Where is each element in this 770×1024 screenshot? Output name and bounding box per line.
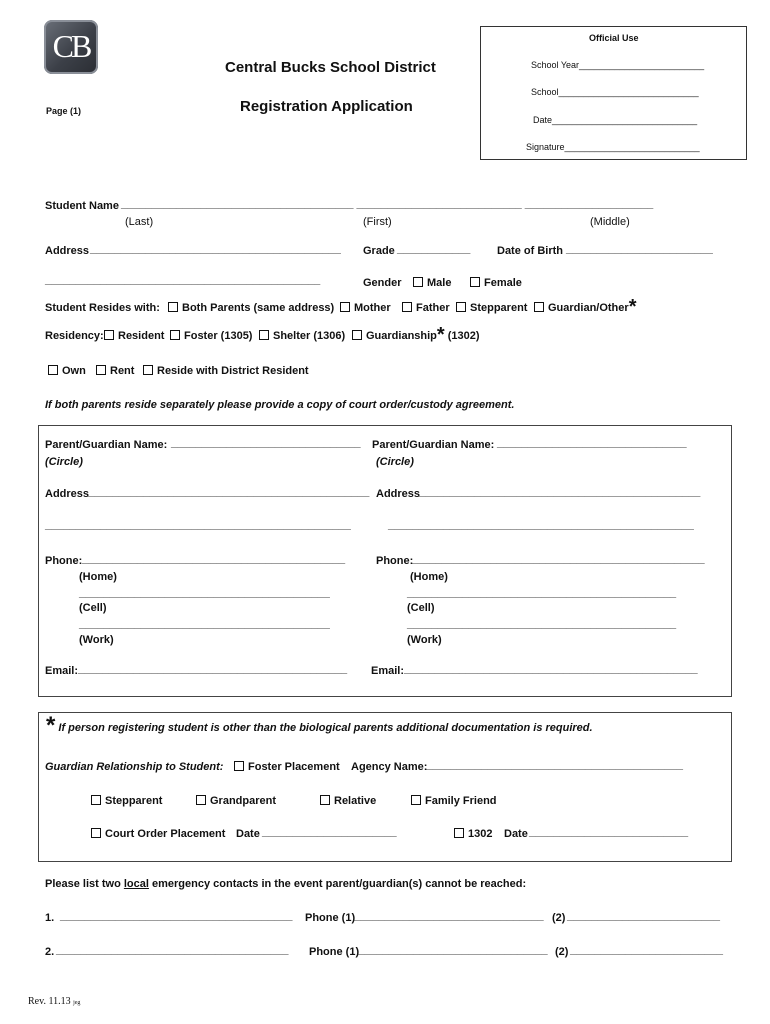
rent-option[interactable]: Rent	[96, 365, 134, 377]
page-number: Page (1)	[46, 106, 82, 116]
code-1302-date-field[interactable]: __________________________	[529, 826, 689, 838]
parent-address-2-field-left[interactable]: __________________________________________________	[45, 519, 351, 531]
official-date-field[interactable]: Date_____________________________	[533, 115, 698, 125]
official-use-box	[480, 26, 747, 160]
checkbox-icon	[48, 365, 58, 375]
relative-option[interactable]: Relative	[320, 795, 376, 807]
checkbox-icon	[352, 330, 362, 340]
address-line-2-field[interactable]: _____________________________________________	[45, 274, 321, 286]
court-date-field[interactable]: ______________________	[262, 826, 397, 838]
official-signature-field[interactable]: Signature___________________________	[526, 142, 700, 152]
dob-label: Date of Birth	[497, 245, 563, 257]
parent-name-field-right[interactable]: _______________________________	[497, 437, 687, 449]
grade-field[interactable]: ____________	[397, 243, 471, 255]
cell-phone-field-right[interactable]: ____________________________________________	[407, 587, 677, 599]
student-name-field[interactable]: ______________________________________ ___________________________ _____________________	[121, 198, 654, 210]
address-field[interactable]: _________________________________________	[90, 243, 341, 255]
checkbox-icon	[454, 828, 464, 838]
court-date-label: Date	[236, 828, 260, 840]
logo-text: CB	[52, 28, 90, 64]
checkbox-icon	[259, 330, 269, 340]
checkbox-icon	[143, 365, 153, 375]
work-caption-right: (Work)	[407, 634, 442, 646]
parent-name-label-right: Parent/Guardian Name:	[372, 439, 495, 451]
residency-label: Residency:	[45, 330, 104, 342]
checkbox-icon	[534, 302, 544, 312]
guardian-relationship-label: Guardian Relationship to Student:	[45, 761, 224, 773]
contact-2-number: 2.	[45, 946, 55, 958]
email-field-left[interactable]: ____________________________________________	[78, 663, 348, 675]
checkbox-icon	[340, 302, 350, 312]
resides-with-label: Student Resides with:	[45, 302, 160, 314]
checkbox-icon	[413, 277, 423, 287]
address-label: Address	[45, 245, 90, 257]
circle-note-left: (Circle)	[45, 456, 83, 468]
parent-name-field-left[interactable]: _______________________________	[171, 437, 361, 449]
circle-note-right: (Circle)	[376, 456, 414, 468]
checkbox-icon	[91, 828, 101, 838]
resides-both-parents-option[interactable]: Both Parents (same address)	[168, 302, 334, 314]
resides-guardian-other-option[interactable]: Guardian/Other*	[534, 302, 636, 314]
grade-label: Grade	[363, 245, 395, 257]
home-caption-left: (Home)	[79, 571, 117, 583]
contact-1-phone1-field[interactable]: _______________________________	[354, 910, 544, 922]
phone-field-left[interactable]: ___________________________________________	[82, 553, 346, 565]
school-field[interactable]: School____________________________	[531, 87, 699, 97]
contact-2-phone2-label: (2)	[555, 946, 569, 958]
court-order-option[interactable]: Court Order Placement	[91, 828, 225, 840]
work-phone-field-right[interactable]: ____________________________________________	[407, 618, 677, 630]
revision-note: Rev. 11.13 jeg	[28, 996, 81, 1007]
residency-guardianship-option[interactable]: Guardianship* (1302)	[352, 330, 480, 342]
resides-father-option[interactable]: Father	[402, 302, 450, 314]
last-name-caption: (Last)	[125, 216, 154, 228]
checkbox-icon	[91, 795, 101, 805]
checkbox-icon	[196, 795, 206, 805]
checkbox-icon	[456, 302, 466, 312]
checkbox-icon	[96, 365, 106, 375]
parent-address-label-right: Address	[376, 488, 421, 500]
district-name: Central Bucks School District	[225, 59, 436, 76]
grandparent-option[interactable]: Grandparent	[196, 795, 276, 807]
parent-name-label-left: Parent/Guardian Name:	[45, 439, 168, 451]
agency-name-field[interactable]: __________________________________________	[426, 759, 683, 771]
checkbox-icon	[168, 302, 178, 312]
checkbox-icon	[411, 795, 421, 805]
asterisk-icon: *	[628, 296, 637, 318]
gender-male-option[interactable]: Male	[413, 277, 451, 289]
checkbox-icon	[402, 302, 412, 312]
middle-name-caption: (Middle)	[590, 216, 630, 228]
residency-resident-option[interactable]: Resident	[104, 330, 164, 342]
email-field-right[interactable]: ________________________________________________	[404, 663, 698, 675]
official-use-title: Official Use	[589, 33, 639, 43]
asterisk-icon: *	[436, 324, 445, 346]
contact-2-phone1-label: Phone (1)	[309, 946, 360, 958]
contact-1-phone2-field[interactable]: _________________________	[567, 910, 720, 922]
contact-1-phone1-label: Phone (1)	[305, 912, 356, 924]
email-label-right: Email:	[371, 665, 405, 677]
first-name-caption: (First)	[363, 216, 392, 228]
parent-address-field-left[interactable]: ______________________________________________	[88, 486, 370, 498]
cell-caption-right: (Cell)	[407, 602, 435, 614]
work-caption-left: (Work)	[79, 634, 114, 646]
dob-field[interactable]: ________________________	[566, 243, 713, 255]
phone-label-left: Phone:	[45, 555, 83, 567]
home-caption-right: (Home)	[410, 571, 448, 583]
own-option[interactable]: Own	[48, 365, 86, 377]
cell-phone-field-left[interactable]: _________________________________________	[79, 587, 330, 599]
foster-placement-option[interactable]: Foster Placement	[234, 761, 340, 773]
email-label-left: Email:	[45, 665, 79, 677]
phone-field-right[interactable]: ________________________________________________	[411, 553, 705, 565]
residency-foster-option[interactable]: Foster (1305)	[170, 330, 252, 342]
district-logo	[44, 20, 98, 74]
contact-2-name-field[interactable]: ______________________________________	[56, 944, 289, 956]
parent-address-label-left: Address	[45, 488, 90, 500]
residency-shelter-option[interactable]: Shelter (1306)	[259, 330, 345, 342]
checkbox-icon	[470, 277, 480, 287]
school-year-field[interactable]: School Year_________________________	[531, 60, 705, 70]
contact-1-name-field[interactable]: ______________________________________	[60, 910, 293, 922]
work-phone-field-left[interactable]: _________________________________________	[79, 618, 330, 630]
contact-1-phone2-label: (2)	[552, 912, 566, 924]
asterisk-icon: *	[46, 712, 56, 739]
guardian-note: * If person registering student is other than the biological parents additional documentation is required.	[46, 712, 593, 739]
code-1302-option[interactable]: 1302	[454, 828, 492, 840]
form-title: Registration Application	[240, 98, 413, 115]
checkbox-icon	[234, 761, 244, 771]
contact-1-number: 1.	[45, 912, 55, 924]
cell-caption-left: (Cell)	[79, 602, 107, 614]
stepparent-option[interactable]: Stepparent	[91, 795, 162, 807]
gender-label: Gender	[363, 277, 402, 289]
reside-with-resident-option[interactable]: Reside with District Resident	[143, 365, 309, 377]
contact-2-phone2-field[interactable]: _________________________	[570, 944, 723, 956]
checkbox-icon	[104, 330, 114, 340]
checkbox-icon	[170, 330, 180, 340]
emergency-intro: Please list two local emergency contacts in the event parent/guardian(s) cannot be reached:	[45, 878, 527, 890]
custody-note: If both parents reside separately please provide a copy of court order/custody agreement.	[45, 399, 515, 411]
resides-stepparent-option[interactable]: Stepparent	[456, 302, 527, 314]
student-name-label: Student Name	[45, 200, 119, 212]
code-1302-date-label: Date	[504, 828, 528, 840]
family-friend-option[interactable]: Family Friend	[411, 795, 497, 807]
resides-mother-option[interactable]: Mother	[340, 302, 391, 314]
checkbox-icon	[320, 795, 330, 805]
parent-address-field-right[interactable]: ______________________________________________	[419, 486, 701, 498]
gender-female-option[interactable]: Female	[470, 277, 522, 289]
contact-2-phone1-field[interactable]: _______________________________	[358, 944, 548, 956]
parent-address-2-field-right[interactable]: __________________________________________________	[388, 519, 694, 531]
phone-label-right: Phone:	[376, 555, 414, 567]
agency-name-label: Agency Name:	[351, 761, 428, 773]
